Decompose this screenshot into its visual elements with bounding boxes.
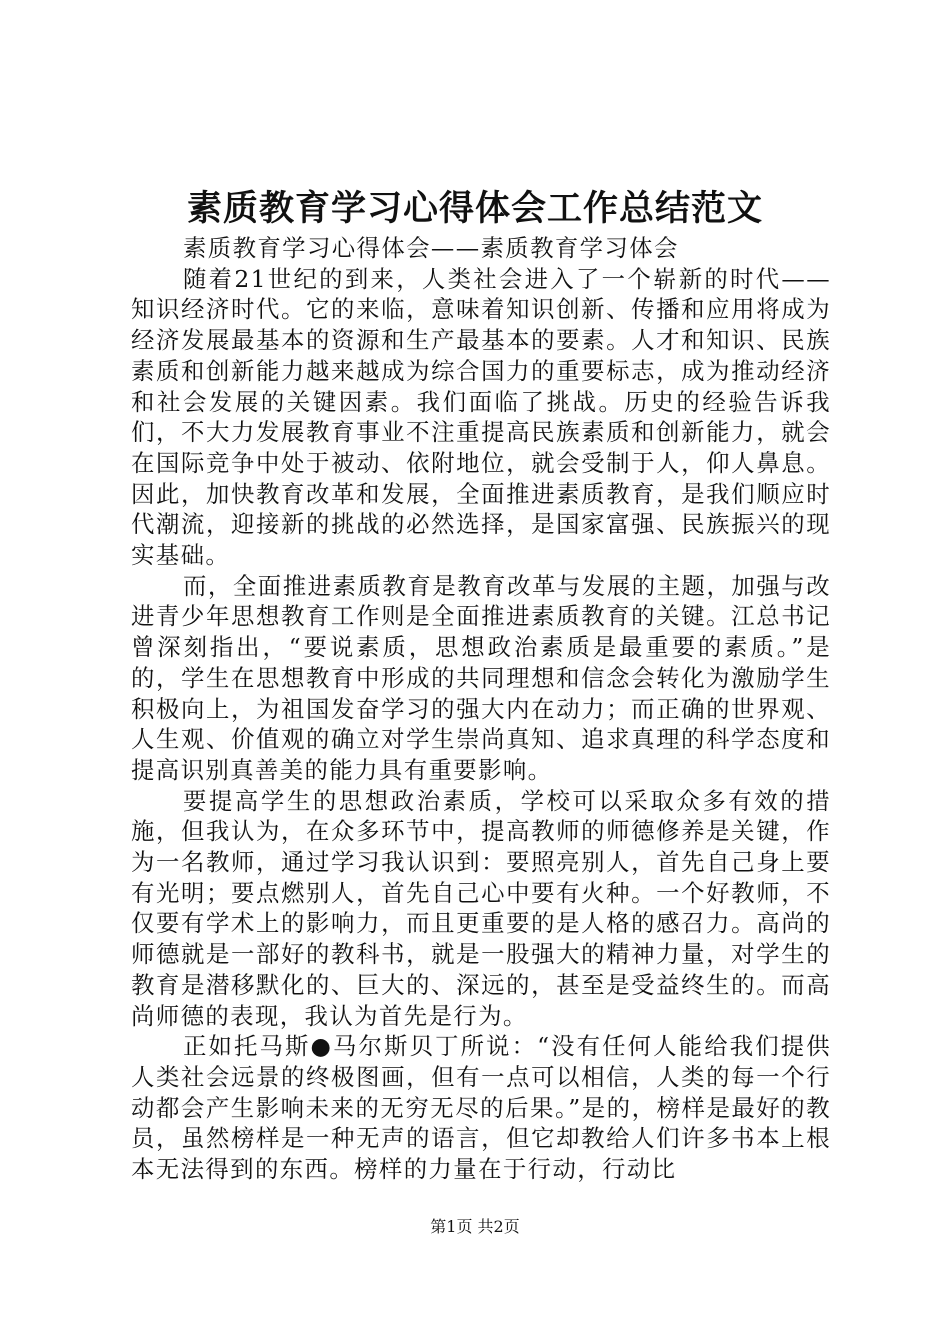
paragraph-4: 正如托马斯●马尔斯贝丁所说：“没有任何人能给我们提供人类社会远景的终极图画，但有一点可以相信，人类的每一个行动都会产生影响未来的无穷无尽的后果。”是的，榜样是最好的教员，虽然榜样是一种无声的语言，但它却教给人们许多书本上根本无法得到的东西。榜样的力量在于行动，行动比: [131, 1032, 831, 1184]
document-title: 素质教育学习心得体会工作总结范文: [186, 188, 763, 229]
document-body: [131, 233, 831, 1185]
paragraph-2: 而，全面推进素质教育是教育改革与发展的主题，加强与改进青少年思想教育工作则是全面推进素质教育的关键。江总书记曾深刻指出，“要说素质，思想政治素质是最重要的素质。”是的，学生在思想教育中形成的共同理想和信念会转化为激励学生积极向上，为祖国发奋学习的强大内在动力；而正确的世界观、人生观、价值观的确立对学生崇尚真知、追求真理的科学态度和提高识别真善美的能力具有重要影响。: [131, 571, 831, 784]
paragraph-subtitle: 素质教育学习心得体会——素质教育学习体会: [183, 234, 679, 262]
paragraph-1: 随着21世纪的到来，人类社会进入了一个崭新的时代——知识经济时代。它的来临，意味着知识创新、传播和应用将成为经济发展最基本的资源和生产最基本的要素。人才和知识、民族素质和创新能力越来越成为综合国力的重要标志，成为推动经济和社会发展的关键因素。我们面临了挑战。历史的经验告诉我们，不大力发展教育事业不注重提高民族素质和创新能力，就会在国际竞争中处于被动、依附地位，就会受制于人，仰人鼻息。因此，加快教育改革和发展，全面推进素质教育，是我们顺应时代潮流，迎接新的挑战的必然选择，是国家富强、民族振兴的现实基础。: [131, 264, 831, 570]
page-footer: 第1页 共2页: [430, 1217, 520, 1236]
paragraph-3: 要提高学生的思想政治素质，学校可以采取众多有效的措施，但我认为，在众多环节中，提高教师的师德修养是关键，作为一名教师，通过学习我认识到：要照亮别人，首先自己身上要有光明；要点燃别人，首先自己心中要有火种。一个好教师，不仅要有学术上的影响力，而且更重要的是人格的感召力。高尚的师德就是一部好的教科书，就是一股强大的精神力量，对学生的教育是潜移默化的、巨大的、深远的，甚至是受益终生的。而高尚师德的表现，我认为首先是行为。: [131, 786, 831, 1030]
